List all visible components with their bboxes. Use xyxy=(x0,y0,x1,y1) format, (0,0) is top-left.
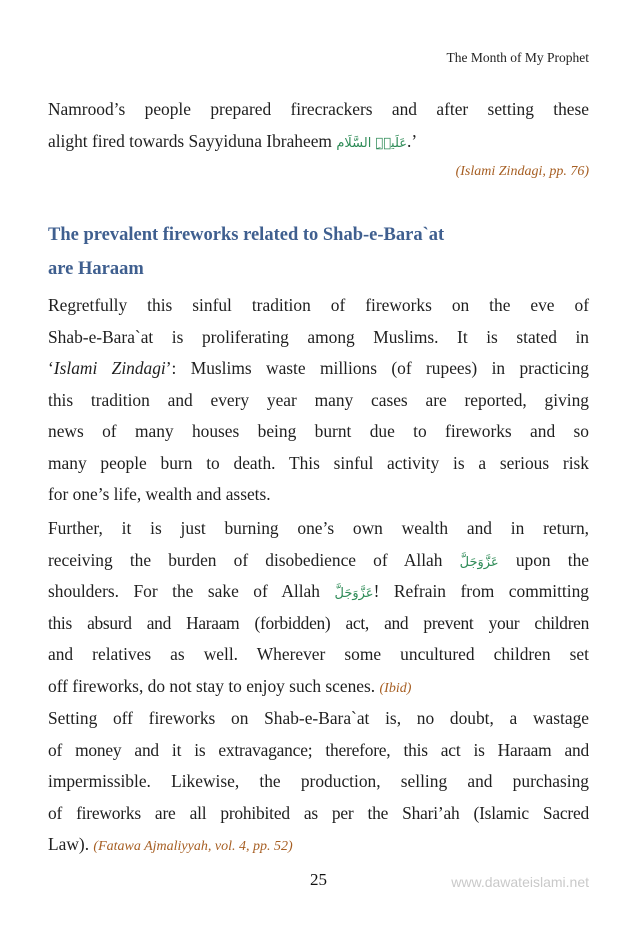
book-title-italic: Islami Zindagi xyxy=(53,358,166,378)
text-line: this absurd and Haraam (forbidden) act, and prevent your children xyxy=(48,612,589,633)
text-span: shoulders. For the sake of Allah xyxy=(48,581,320,601)
paragraph-1 xyxy=(48,290,589,511)
text-span: alight fired towards Sayyiduna Ibraheem xyxy=(48,130,332,151)
running-header: The Month of My Prophet xyxy=(446,50,589,65)
text-span: ‘ xyxy=(48,358,54,378)
text-line: many people burn to death. This sinful activity is a serious risk xyxy=(48,452,589,473)
text-line: Regretfully this sinful tradition of fireworks on the eve of xyxy=(48,295,589,315)
text-span: off fireworks, do not stay to enjoy such scenes. xyxy=(48,675,376,696)
text-line xyxy=(48,126,589,158)
text-line xyxy=(48,671,589,703)
intro-paragraph xyxy=(48,94,589,157)
text-span: Law). xyxy=(48,834,90,854)
citation: (Ibid) xyxy=(379,680,412,696)
text-line xyxy=(48,576,589,608)
heading-line: are Haraam xyxy=(48,259,144,279)
arabic-honorific: عَزَّوَجَلَّ xyxy=(334,586,374,601)
arabic-honorific: عَزَّوَجَلَّ xyxy=(459,554,499,570)
text-line: of fireworks are all prohibited as per the Shari’ah (Islamic Sacred xyxy=(48,802,589,823)
text-span: upon the xyxy=(515,549,589,570)
arabic-honorific: عَلَیۡہِ السَّلَام xyxy=(336,135,408,151)
heading-line: The prevalent fireworks related to Shab-e-Bara`at xyxy=(48,225,445,245)
page-number: 25 xyxy=(310,870,327,889)
citation: (Fatawa Ajmaliyyah, vol. 4, pp. 52) xyxy=(93,839,293,854)
text-line: for one’s life, wealth and assets. xyxy=(48,484,271,504)
paragraph-3 xyxy=(48,703,589,861)
text-line: Shab-e-Bara`at is proliferating among Muslims. It is stated in xyxy=(48,326,589,347)
text-span: .’ xyxy=(407,130,418,151)
text-line xyxy=(48,829,589,861)
text-line: of money and it is extravagance; therefore, this act is Haraam and xyxy=(48,739,589,760)
text-line: Namrood’s people prepared firecrackers and after setting these xyxy=(48,99,589,119)
text-line xyxy=(48,353,589,385)
text-span: ! Refrain from committing xyxy=(373,581,589,601)
section-heading xyxy=(48,218,589,286)
text-line: impermissible. Likewise, the production, selling and purchasing xyxy=(48,771,589,791)
text-line: and relatives as well. Wherever some uncultured children set xyxy=(48,644,589,664)
text-line: Setting off fireworks on Shab-e-Bara`at is, no doubt, a wastage xyxy=(48,708,589,728)
text-span: ’: Muslims waste millions (of rupees) in practicing xyxy=(165,358,589,378)
book-page xyxy=(48,0,589,925)
website-watermark: www.dawateislami.net xyxy=(451,874,589,890)
paragraph-2 xyxy=(48,513,589,702)
text-span: receiving the burden of disobedience of Allah xyxy=(48,549,443,570)
text-line: news of many houses being burnt due to fireworks and so xyxy=(48,421,589,441)
text-line xyxy=(48,545,589,577)
text-line: this tradition and every year many cases are reported, giving xyxy=(48,389,589,410)
text-line: Further, it is just burning one’s own wealth and in return, xyxy=(48,518,589,538)
intro-reference: (Islami Zindagi, pp. 76) xyxy=(455,164,589,179)
